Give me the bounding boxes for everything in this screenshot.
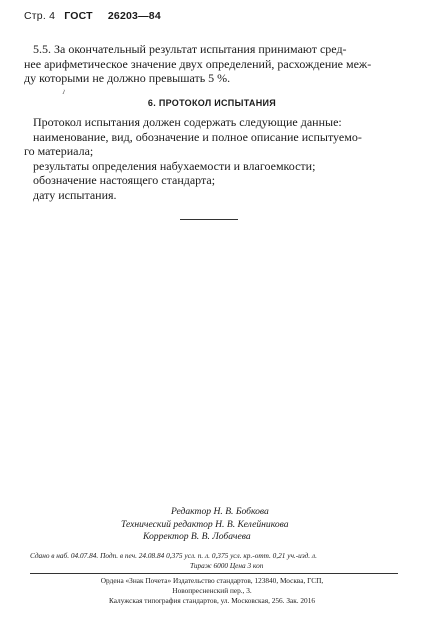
clause-5-5-line-1: 5.5. За окончательный результат испытания принимают сред- xyxy=(33,42,347,56)
imprint-line-1: Сдано в наб. 04.07.84. Подп. в печ. 24.08.84 0,375 усл. п. л. 0,375 усл. кр.-отт. 0,21 уч.-изд. л. xyxy=(30,551,317,560)
footer-line-1: Ордена «Знак Почета» Издательство стандартов, 123840, Москва, ГСП, xyxy=(100,576,324,585)
page-number: Стр. 4 xyxy=(24,10,56,22)
clause-5-5-line-3: ду которыми не должно превышать 5 %. xyxy=(24,71,231,85)
clause-5-5-line-2: нее арифметическое значение двух определений, расхождение меж- xyxy=(24,56,372,71)
section-6-item-4: дату испытания. xyxy=(33,187,117,202)
section-6-body xyxy=(24,115,397,202)
section-6-item-3: обозначение настоящего стандарта; xyxy=(33,173,216,187)
clause-5-5 xyxy=(24,42,397,86)
editor-line: Редактор Н. В. Бобкова xyxy=(171,506,269,517)
corrector-line: Корректор В. В. Лобачева xyxy=(143,531,251,542)
imprint-block xyxy=(30,551,402,570)
section-6-item-1-line-1: наименование, вид, обозначение и полное описание испытуемо- xyxy=(33,129,362,144)
tech-editor-line: Технический редактор Н. В. Келейникова xyxy=(121,518,289,530)
imprint-line-2: Тираж 6000 Цена 3 коп xyxy=(190,560,264,570)
section-6-intro: Протокол испытания должен содержать следующие данные: xyxy=(33,115,342,129)
footer-line-3: Калужская типография стандартов, ул. Московская, 256. Зак. 2016 xyxy=(108,596,316,605)
section-6-item-2: результаты определения набухаемости и влагоемкости; xyxy=(33,158,316,173)
publisher-footer xyxy=(0,576,424,606)
section-6-item-1-line-2: го материала; xyxy=(24,144,94,158)
stray-mark: ı xyxy=(61,85,68,97)
end-divider xyxy=(180,219,238,220)
standard-label: ГОСТ xyxy=(64,10,93,22)
page-header xyxy=(24,10,161,22)
standard-number: 26203—84 xyxy=(107,10,161,22)
footer-line-2: Новопресненский пер., 3. xyxy=(172,586,252,595)
editors-block xyxy=(0,506,424,544)
imprint-divider xyxy=(30,573,398,574)
section-6-title: 6. ПРОТОКОЛ ИСПЫТАНИЯ xyxy=(147,98,277,108)
